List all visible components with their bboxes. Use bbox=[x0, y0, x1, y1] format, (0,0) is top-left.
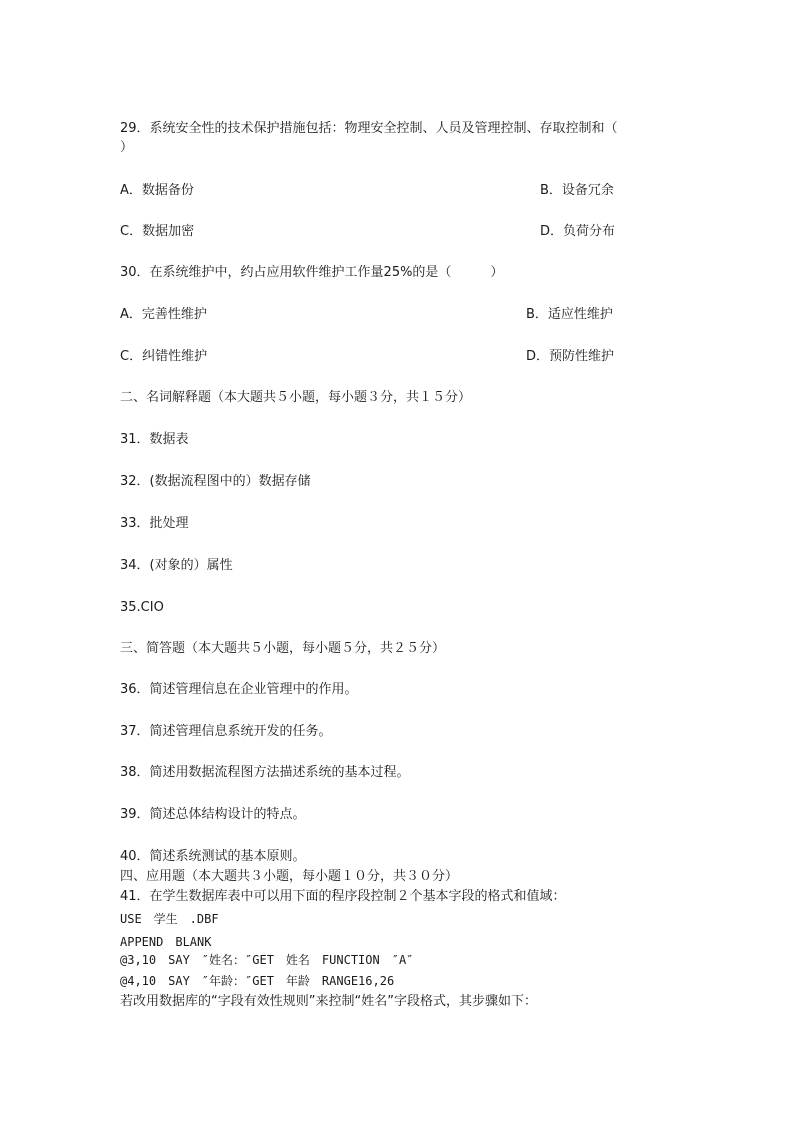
section-2-heading: 二、名词解释题（本大题共５小题，每小题３分，共１５分） bbox=[120, 390, 472, 405]
question-30: 30．在系统维护中，约占应用软件维护工作量25%的是（ ） bbox=[120, 265, 504, 280]
question-37: 37．简述管理信息系统开发的任务。 bbox=[120, 724, 332, 739]
section-3-heading: 三、简答题（本大题共５小题，每小题５分，共２５分） bbox=[120, 641, 446, 656]
question-39: 39．简述总体结构设计的特点。 bbox=[120, 807, 306, 822]
q29-option-d: D．负荷分布 bbox=[540, 224, 616, 239]
q30-option-c: C．纠错性维护 bbox=[120, 349, 208, 364]
question-31: 31．数据表 bbox=[120, 432, 189, 447]
code-line-1: USE 学生 .DBF bbox=[120, 912, 219, 926]
section-4-heading: 四、应用题（本大题共３小题，每小题１０分，共３０分） bbox=[120, 869, 459, 884]
question-40: 40．简述系统测试的基本原则。 bbox=[120, 849, 306, 864]
q30-option-d: D．预防性维护 bbox=[526, 349, 615, 364]
question-36: 36．简述管理信息在企业管理中的作用。 bbox=[120, 682, 358, 697]
question-34: 34．(对象的）属性 bbox=[120, 558, 233, 573]
question-29: 29．系统安全性的技术保护措施包括：物理安全控制、人员及管理控制、存取控制和（ bbox=[120, 121, 618, 136]
code-line-4: @4,10 SAY ″年龄：″GET 年龄 RANGE16,26 bbox=[120, 974, 395, 988]
code-line-2: APPEND BLANK bbox=[120, 935, 212, 949]
question-33: 33．批处理 bbox=[120, 516, 189, 531]
q30-option-b: B．适应性维护 bbox=[526, 307, 613, 322]
question-41-steps-intro: 若改用数据库的“字段有效性规则”来控制“姓名”字段格式，其步骤如下： bbox=[120, 994, 537, 1009]
q29-option-b: B．设备冗余 bbox=[540, 183, 614, 198]
question-35: 35.CIO bbox=[120, 600, 164, 615]
question-32: 32．(数据流程图中的）数据存储 bbox=[120, 474, 311, 489]
q30-option-a: A．完善性维护 bbox=[120, 307, 207, 322]
code-line-3: @3,10 SAY ″姓名：″GET 姓名 FUNCTION ″A″ bbox=[120, 953, 414, 967]
q29-option-c: C．数据加密 bbox=[120, 224, 195, 239]
question-38: 38．简述用数据流程图方法描述系统的基本过程。 bbox=[120, 765, 410, 780]
question-41: 41．在学生数据库表中可以用下面的程序段控制２个基本字段的格式和值域： bbox=[120, 889, 566, 904]
q29-option-a: A．数据备份 bbox=[120, 183, 194, 198]
question-29-close: ） bbox=[120, 140, 134, 155]
